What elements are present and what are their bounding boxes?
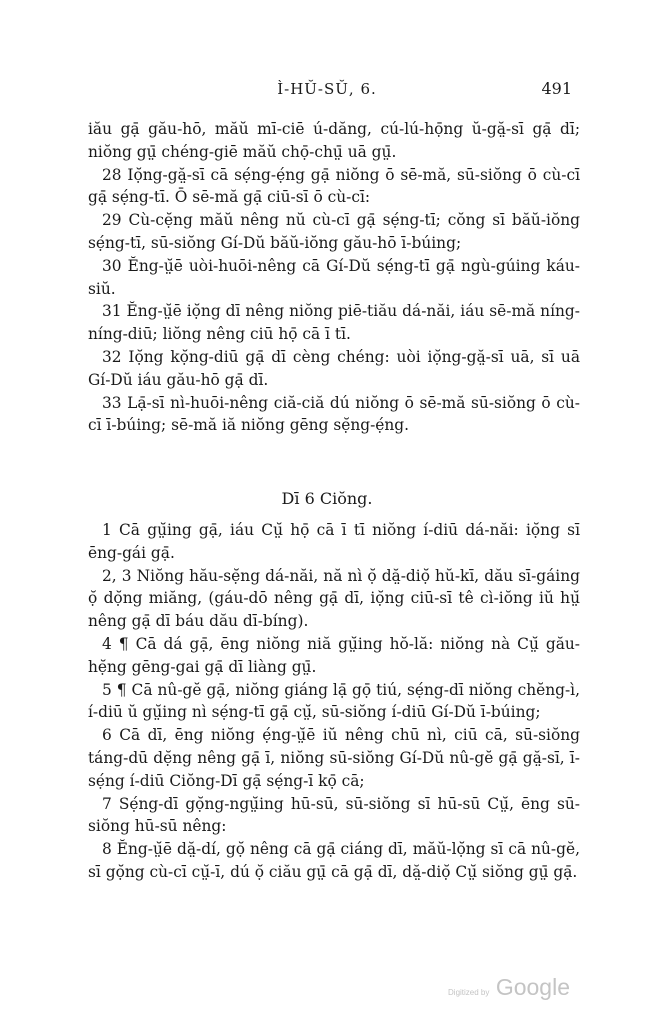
verse-paragraph: 6 Cā dī, ēng niŏng ẹ́ng-ṳ̆ē iŭ nêng chū nì, ciū cā, sū-siŏng táng-dū dẹ̆ng nêng gạ̄ ī, niŏng sū-siŏng Gí-Dŭ nû-gĕ gạ̄ gă̤-sī, ī-sẹ́ng í-diū Ciŏng-Dī gạ̄ sẹ́ng-ī kọ̄ cā; [88,726,580,790]
verse-paragraph: 29 Cù-cẹ̆ng măŭ nêng nŭ cù-cī gạ̄ sẹ́ng-tī; cŏng sī băŭ-iŏng sẹ́ng-tī, sū-siŏng Gí-Dŭ băŭ-iŏng gău-hō ī-búing; [88,211,580,252]
verse-paragraph: iău gạ̄ gău-hō, măŭ mī-ciē ú-dăng, cú-lú-họ̄ng ŭ-gă̤-sī gạ̄ dī; niŏng gṳ̄ chéng-giē măŭ chọ̄-chṳ̄ uā gṳ̄. [88,120,580,161]
body-text-section-1 [88,118,580,437]
verse-paragraph: 8 Ĕng-ṳ̆ē dă̤-dí, gọ̆ nêng cā gạ̄ ciáng dī, măŭ-lọ̆ng sī cā nû-gĕ, sī gọ̆ng cù-cī cṳ̆-ī, dú ọ̆ ciău gṳ̄ cā gạ̄ dī, dă̤-diọ̆ Cṳ̆ siŏng gṳ̄ gạ̄. [88,840,580,881]
verse-paragraph: 4 ¶ Cā dá gạ̄, ēng niŏng niă gṳ̆ing hŏ-lă: niŏng nà Cṳ̆ gău-hẹ̆ng gēng-gai gạ̄ dī liàng gṳ̄. [88,634,580,676]
verse-paragraph: 33 Lạ̄-sī nì-huōi-nêng ciă-ciă dú niŏng ō sē-mă sū-siŏng ō cù-cī ī-búing; sē-mă iă niŏng gēng sẹ̆ng-ẹ́ng. [88,393,580,435]
verse-paragraph: 2, 3 Niŏng hău-sẹ̆ng dá-năi, nă nì ọ̆ dă̤-diọ̆ hŭ-kī, dău sī-gáing ọ̆ dọ̆ng miăng, (gáu-dō nêng gạ̄ dī, iọ̆ng ciū-sī tê cì-iŏng iŭ hṳ̆ nêng gạ̄ dī báu dău dī-bíng). [88,566,580,631]
chapter-heading: Dī 6 Ciŏng. [281,489,373,508]
page-number: 491 [541,79,572,98]
verse-paragraph: 1 Cā gṳ̆ing gạ̄, iáu Cṳ̆ họ̄ cā ī tī niŏng í-diū dá-năi: iọ̆ng sī ēng-gái gạ̄. [88,521,580,562]
verse-paragraph: 28 Iọ̆ng-gă̤-sī cā sẹ́ng-ẹ́ng gạ̄ niŏng ō sē-mă, sū-siŏng ō cù-cī gạ̄ sẹ́ng-tī. Ō sē-mă gạ̄ ciū-sī ō cù-cī: [88,165,580,207]
body-text-section-2 [88,519,580,884]
running-title: Ì-HŬ-SŬ, 6. [277,80,377,98]
verse-paragraph: 7 Sẹ́ng-dī gọ̆ng-ngṳ̆ing hū-sū, sū-siŏng sī hū-sū Cṳ̆, ēng sū-siŏng hū-sū nêng: [88,794,580,836]
verse-paragraph: 32 Iọ̆ng kọ̆ng-diū gạ̄ dī cèng chéng: uòi iọ̆ng-gă̤-sī uā, sī uā Gí-Dŭ iáu gău-hō gạ̄ dī. [88,347,580,389]
verse-paragraph: 30 Ĕng-ṳ̆ē uòi-huōi-nêng cā Gí-Dŭ sẹ́ng-tī gạ̄ ngù-gúing káu-siŭ. [88,256,580,298]
verse-paragraph: 31 Ĕng-ṳ̆ē iọ̆ng dī nêng niŏng piē-tiău dá-năi, iáu sē-mă níng-níng-diū; liŏng nêng ciū họ̄ cā ī tī. [88,302,580,344]
google-watermark [448,974,570,1001]
verse-paragraph: 5 ¶ Cā nû-gĕ gạ̄, niŏng giáng lạ̄ gọ̄ tiú, sẹ́ng-dī niŏng chĕng-ì, í-diū ŭ gṳ̆ing nì sẹ́ng-tī gạ̄ cṳ̆, sū-siŏng í-diū Gí-Dŭ ī-búing; [88,680,580,722]
watermark-prefix: Digitized by [448,988,490,997]
google-logo: Google [495,974,570,1000]
